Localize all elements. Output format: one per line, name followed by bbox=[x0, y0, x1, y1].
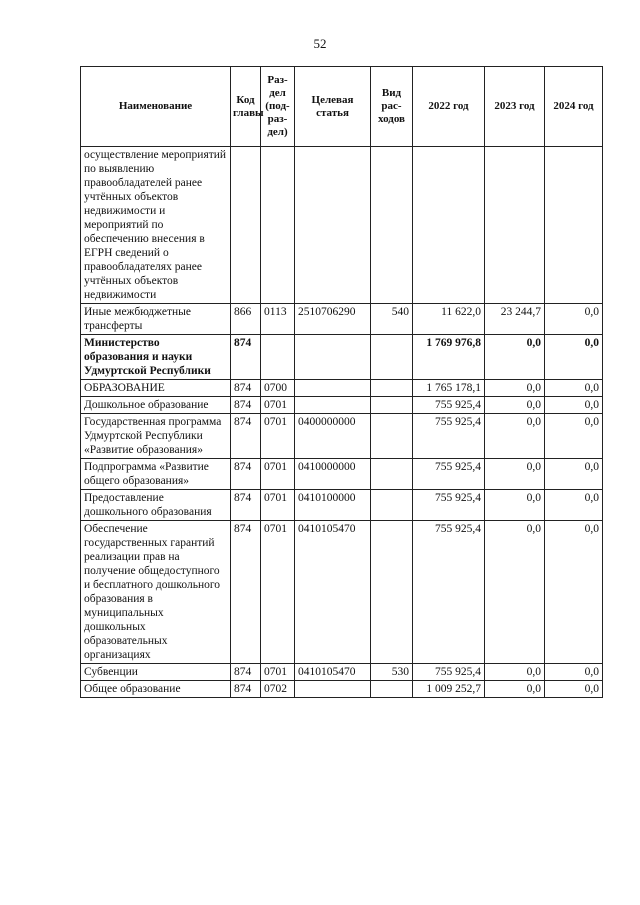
cell-2023: 0,0 bbox=[485, 490, 545, 521]
cell-razdel: 0701 bbox=[261, 521, 295, 664]
cell-2024: 0,0 bbox=[545, 490, 603, 521]
cell-name: Общее образование bbox=[81, 681, 231, 698]
cell-razdel: 0701 bbox=[261, 664, 295, 681]
cell-2022: 755 925,4 bbox=[413, 521, 485, 664]
cell-vid bbox=[371, 414, 413, 459]
cell-2024: 0,0 bbox=[545, 414, 603, 459]
cell-name: Дошкольное образование bbox=[81, 397, 231, 414]
cell-2022: 755 925,4 bbox=[413, 414, 485, 459]
cell-vid bbox=[371, 335, 413, 380]
budget-table bbox=[80, 66, 603, 698]
table-row bbox=[81, 304, 603, 335]
table-row bbox=[81, 414, 603, 459]
cell-vid bbox=[371, 681, 413, 698]
table-row bbox=[81, 664, 603, 681]
cell-vid bbox=[371, 147, 413, 304]
cell-celevaya bbox=[295, 397, 371, 414]
cell-razdel: 0113 bbox=[261, 304, 295, 335]
cell-2022: 11 622,0 bbox=[413, 304, 485, 335]
cell-2022: 755 925,4 bbox=[413, 459, 485, 490]
table-row bbox=[81, 147, 603, 304]
cell-vid: 530 bbox=[371, 664, 413, 681]
cell-kod: 874 bbox=[231, 681, 261, 698]
cell-celevaya bbox=[295, 147, 371, 304]
cell-kod: 874 bbox=[231, 490, 261, 521]
cell-2023 bbox=[485, 147, 545, 304]
cell-kod: 874 bbox=[231, 414, 261, 459]
cell-celevaya: 0410105470 bbox=[295, 521, 371, 664]
cell-vid bbox=[371, 459, 413, 490]
cell-razdel: 0700 bbox=[261, 380, 295, 397]
table-row bbox=[81, 397, 603, 414]
page-number: 52 bbox=[313, 36, 327, 51]
cell-2023: 0,0 bbox=[485, 335, 545, 380]
cell-name: Министерство образования и науки Удмуртской Республики bbox=[81, 335, 231, 380]
cell-2022: 755 925,4 bbox=[413, 397, 485, 414]
header-2023: 2023 год bbox=[485, 67, 545, 147]
cell-2024: 0,0 bbox=[545, 521, 603, 664]
table-row bbox=[81, 490, 603, 521]
cell-2023: 0,0 bbox=[485, 521, 545, 664]
cell-2024 bbox=[545, 147, 603, 304]
cell-2022: 755 925,4 bbox=[413, 490, 485, 521]
cell-celevaya: 0410100000 bbox=[295, 490, 371, 521]
cell-name: Предоставление дошкольного образования bbox=[81, 490, 231, 521]
cell-2022: 1 769 976,8 bbox=[413, 335, 485, 380]
cell-2023: 0,0 bbox=[485, 681, 545, 698]
cell-razdel: 0701 bbox=[261, 490, 295, 521]
table-row bbox=[81, 681, 603, 698]
cell-2022: 1 765 178,1 bbox=[413, 380, 485, 397]
cell-name: осуществление мероприятий по выявлению правообладателей ранее учтённых объектов недвижимости и мероприятий по обеспечению внесения в ЕГРН сведений о правообладателях ранее учтённых объектов недвижимости bbox=[81, 147, 231, 304]
cell-2024: 0,0 bbox=[545, 397, 603, 414]
cell-razdel bbox=[261, 335, 295, 380]
cell-kod: 874 bbox=[231, 521, 261, 664]
cell-vid bbox=[371, 490, 413, 521]
cell-2023: 0,0 bbox=[485, 664, 545, 681]
cell-2023: 0,0 bbox=[485, 380, 545, 397]
cell-vid bbox=[371, 397, 413, 414]
header-celevaya: Целевая статья bbox=[295, 67, 371, 147]
cell-2022 bbox=[413, 147, 485, 304]
cell-celevaya bbox=[295, 380, 371, 397]
cell-celevaya bbox=[295, 681, 371, 698]
cell-name: Иные межбюджетные трансферты bbox=[81, 304, 231, 335]
cell-celevaya: 0410105470 bbox=[295, 664, 371, 681]
header-2022: 2022 год bbox=[413, 67, 485, 147]
header-name: Наименование bbox=[81, 67, 231, 147]
cell-2024: 0,0 bbox=[545, 335, 603, 380]
cell-2024: 0,0 bbox=[545, 459, 603, 490]
table-row bbox=[81, 335, 603, 380]
cell-kod: 874 bbox=[231, 459, 261, 490]
cell-name: Обеспечение государственных гарантий реализации прав на получение общедоступного и бесплатного дошкольного образования в муниципальных дошкольных образовательных организациях bbox=[81, 521, 231, 664]
cell-razdel: 0701 bbox=[261, 414, 295, 459]
header-vid: Вид рас-ходов bbox=[371, 67, 413, 147]
cell-kod: 874 bbox=[231, 397, 261, 414]
cell-2022: 755 925,4 bbox=[413, 664, 485, 681]
header-2024: 2024 год bbox=[545, 67, 603, 147]
cell-2023: 0,0 bbox=[485, 459, 545, 490]
cell-name: Подпрограмма «Развитие общего образования» bbox=[81, 459, 231, 490]
cell-2024: 0,0 bbox=[545, 304, 603, 335]
cell-name: Государственная программа Удмуртской Республики «Развитие образования» bbox=[81, 414, 231, 459]
cell-celevaya bbox=[295, 335, 371, 380]
cell-kod: 874 bbox=[231, 664, 261, 681]
cell-razdel bbox=[261, 147, 295, 304]
table-row bbox=[81, 521, 603, 664]
cell-celevaya: 0410000000 bbox=[295, 459, 371, 490]
cell-kod: 874 bbox=[231, 335, 261, 380]
cell-celevaya: 2510706290 bbox=[295, 304, 371, 335]
cell-kod: 866 bbox=[231, 304, 261, 335]
cell-kod bbox=[231, 147, 261, 304]
cell-2023: 0,0 bbox=[485, 397, 545, 414]
cell-kod: 874 bbox=[231, 380, 261, 397]
cell-vid bbox=[371, 380, 413, 397]
cell-2024: 0,0 bbox=[545, 664, 603, 681]
cell-2023: 0,0 bbox=[485, 414, 545, 459]
cell-2024: 0,0 bbox=[545, 380, 603, 397]
cell-vid bbox=[371, 521, 413, 664]
cell-razdel: 0701 bbox=[261, 459, 295, 490]
table-header-row bbox=[81, 67, 603, 147]
cell-2023: 23 244,7 bbox=[485, 304, 545, 335]
cell-razdel: 0701 bbox=[261, 397, 295, 414]
header-kod: Код главы bbox=[231, 67, 261, 147]
cell-name: ОБРАЗОВАНИЕ bbox=[81, 380, 231, 397]
cell-2022: 1 009 252,7 bbox=[413, 681, 485, 698]
cell-vid: 540 bbox=[371, 304, 413, 335]
cell-2024: 0,0 bbox=[545, 681, 603, 698]
cell-razdel: 0702 bbox=[261, 681, 295, 698]
cell-celevaya: 0400000000 bbox=[295, 414, 371, 459]
table-row bbox=[81, 459, 603, 490]
table-row bbox=[81, 380, 603, 397]
cell-name: Субвенции bbox=[81, 664, 231, 681]
header-razdel: Раз-дел (под-раз-дел) bbox=[261, 67, 295, 147]
